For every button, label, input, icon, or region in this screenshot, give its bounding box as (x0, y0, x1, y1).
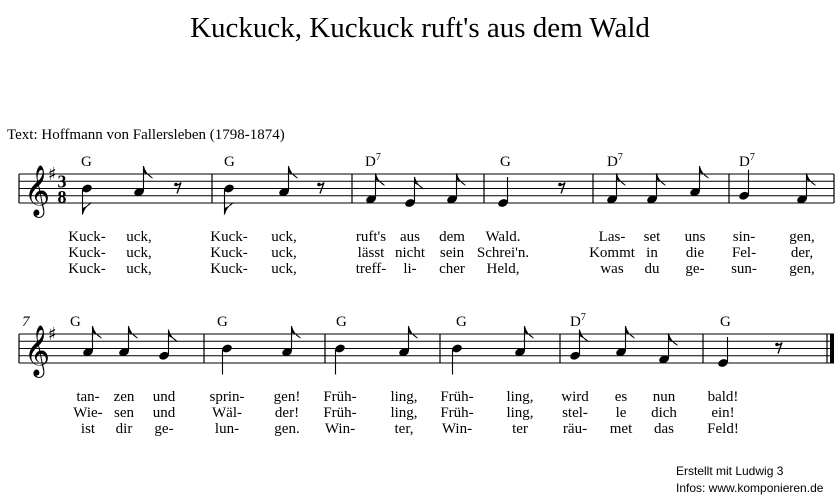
flag (617, 173, 626, 185)
lyric-syllable: was (600, 261, 624, 277)
lyric-syllable: treff- (355, 261, 387, 277)
measure-number: 7 (22, 314, 30, 330)
lyric-syllable: der! (274, 405, 300, 421)
lyric-syllable: bald! (707, 389, 739, 405)
eighth-note (223, 183, 235, 214)
time-signature-top: 3 (57, 171, 67, 192)
lyric-syllable: nicht (395, 245, 425, 261)
lyric-syllable: stel- (562, 405, 588, 421)
flag (169, 330, 178, 342)
key-signature-sharp-icon: ♯ (48, 324, 57, 345)
chord-symbol: G (217, 314, 228, 330)
quarter-note (334, 343, 346, 374)
lyric-syllable: sein (439, 245, 465, 261)
lyric-syllable: tan- (76, 389, 100, 405)
lyric-syllable: Fel- (731, 245, 757, 261)
lyric-syllable: Kuck- (210, 229, 248, 245)
lyric-syllable: sin- (732, 229, 756, 245)
lyric-syllable: Schrei'n. (476, 245, 530, 261)
lyric-syllable: ling, (506, 405, 534, 421)
lyric-syllable: und (152, 389, 176, 405)
lyric-syllable: Kommt (589, 245, 635, 261)
lyric-syllable: Früh- (323, 389, 357, 405)
eighth-note (81, 183, 93, 214)
eighth-rest-dot (775, 343, 779, 347)
lyric-syllable: Kuck- (210, 261, 248, 277)
eighth-rest-dot (317, 183, 321, 187)
lyric-syllable: ling, (390, 405, 418, 421)
time-signature-bottom: 8 (57, 187, 67, 207)
flag (669, 333, 678, 345)
treble-clef-icon: 𝄞 (24, 324, 51, 376)
lyric-syllable: wird (561, 389, 589, 405)
chord-symbol: $D^7$ (365, 152, 381, 170)
flag (626, 326, 635, 338)
flag (93, 326, 102, 338)
lyric-syllable: le (615, 405, 627, 421)
flag (289, 166, 298, 178)
flag (525, 326, 534, 338)
chord-superscript: 7 (617, 152, 623, 163)
lyric-syllable: uns (684, 229, 706, 245)
flag (657, 173, 666, 185)
lyric-syllable: du (644, 261, 660, 277)
lyric-syllable: gen! (273, 389, 301, 405)
lyric-syllable: ling, (390, 389, 418, 405)
chord-symbol: G (500, 154, 511, 170)
lyric-syllable: Wie- (73, 405, 103, 421)
lyric-syllable: der, (790, 245, 814, 261)
lyric-syllable: sun- (731, 261, 757, 277)
lyric-syllable: Wäl- (212, 405, 242, 421)
lyric-syllable: aus (400, 229, 420, 245)
chord-symbol: G (336, 314, 347, 330)
flag (580, 330, 589, 342)
lyric-syllable: es (614, 389, 628, 405)
lyric-syllable: uck, (126, 229, 152, 245)
lyric-syllable: dir (115, 421, 133, 437)
lyric-syllable: Win- (324, 421, 356, 437)
lyric-syllable: sprin- (209, 389, 245, 405)
chord-symbol: $D^7$ (570, 312, 586, 330)
lyric-syllable: nun (652, 389, 676, 405)
lyric-syllable: uck, (126, 261, 152, 277)
flag (409, 326, 418, 338)
chord-symbol: G (70, 314, 81, 330)
lyric-syllable: ge- (685, 261, 705, 277)
lyric-syllable: dich (651, 405, 677, 421)
footer-info-link: Infos: www.komponieren.de (676, 481, 824, 495)
lyric-syllable: gen. (274, 421, 300, 437)
lyricist-credit: Text: Hoffmann von Fallersleben (1798-1874) (7, 127, 285, 143)
lyric-syllable: Las- (598, 229, 626, 245)
eighth-rest-dot (174, 183, 178, 187)
chord-symbol: $D^7$ (739, 152, 755, 170)
flag (144, 166, 153, 178)
chord-superscript: 7 (375, 152, 381, 163)
lyric-syllable: ter, (394, 421, 414, 437)
flag (807, 173, 816, 185)
lyric-syllable: Wald. (485, 229, 521, 245)
lyric-syllable: uck, (271, 261, 297, 277)
lyric-syllable: Früh- (440, 389, 474, 405)
lyric-syllable: Kuck- (68, 245, 106, 261)
flag (376, 173, 385, 185)
lyric-syllable: ruft's (355, 229, 387, 245)
lyric-syllable: ling, (506, 389, 534, 405)
lyric-syllable: Früh- (440, 405, 474, 421)
flag (292, 326, 301, 338)
lyric-syllable: gen, (789, 261, 815, 277)
lyric-syllable: dem (439, 229, 465, 245)
lyric-syllable: die (685, 245, 705, 261)
page-title: Kuckuck, Kuckuck ruft's aus dem Wald (190, 12, 650, 44)
flag (700, 166, 709, 178)
chord-symbol: G (224, 154, 235, 170)
chord-superscript: 7 (749, 152, 755, 163)
lyric-syllable: lässt (357, 245, 385, 261)
lyric-syllable: Win- (441, 421, 473, 437)
lyric-syllable: uck, (271, 229, 297, 245)
flag (415, 177, 424, 189)
quarter-note (221, 343, 233, 374)
lyric-syllable: li- (403, 261, 417, 277)
lyric-syllable: Feld! (707, 421, 739, 437)
flag (83, 203, 92, 215)
chord-symbol: G (456, 314, 467, 330)
lyric-syllable: Kuck- (210, 245, 248, 261)
quarter-note (451, 343, 463, 374)
flag (457, 173, 466, 185)
lyric-syllable: räu- (562, 421, 588, 437)
chord-symbol: G (81, 154, 92, 170)
footer-created-with: Erstellt mit Ludwig 3 (676, 464, 784, 478)
staff-system-2 (19, 314, 834, 378)
lyric-syllable: uck, (126, 245, 152, 261)
lyric-syllable: und (152, 405, 176, 421)
lyric-syllable: gen, (789, 229, 815, 245)
lyric-syllable: das (654, 421, 674, 437)
lyric-syllable: Kuck- (68, 261, 106, 277)
lyric-syllable: lun- (214, 421, 240, 437)
lyric-syllable: in (646, 245, 658, 261)
chord-symbol: G (720, 314, 731, 330)
lyric-syllable: uck, (271, 245, 297, 261)
chord-superscript: 7 (580, 312, 586, 323)
lyric-syllable: ge- (154, 421, 174, 437)
lyric-syllable: Früh- (323, 405, 357, 421)
lyric-syllable: ein! (711, 405, 735, 421)
treble-clef-icon: 𝄞 (24, 164, 51, 216)
lyric-syllable: Held, (486, 261, 520, 277)
lyric-syllable: sen (114, 405, 134, 421)
final-bar-thick (830, 334, 834, 363)
lyric-syllable: Kuck- (68, 229, 106, 245)
lyric-syllable: met (609, 421, 633, 437)
eighth-rest-dot (558, 183, 562, 187)
lyric-syllable: cher (439, 261, 465, 277)
flag (225, 203, 234, 215)
chord-symbol: $D^7$ (607, 152, 623, 170)
lyric-syllable: ist (80, 421, 96, 437)
flag (129, 326, 138, 338)
lyric-syllable: zen (113, 389, 135, 405)
key-signature-sharp-icon: ♯ (48, 164, 57, 185)
lyric-syllable: set (643, 229, 661, 245)
lyric-syllable: ter (512, 421, 528, 437)
